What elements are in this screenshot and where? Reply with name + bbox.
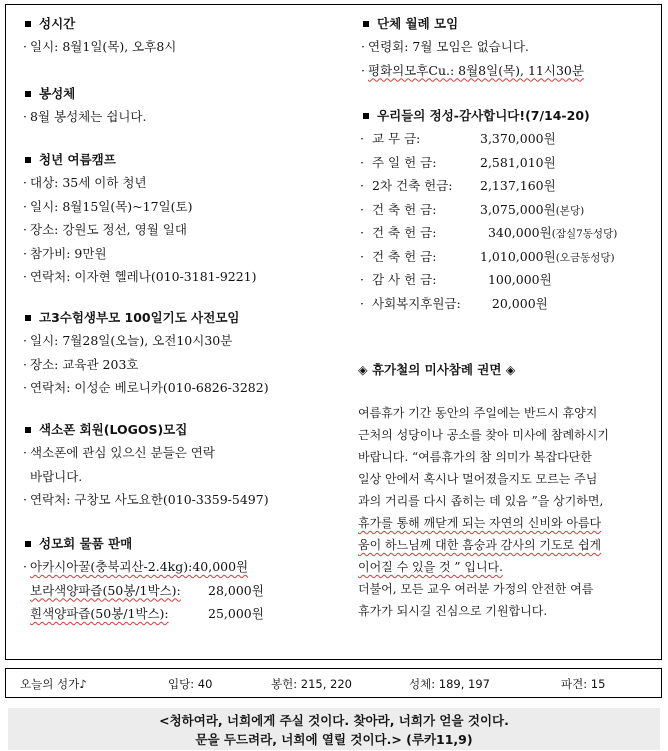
verse-line-2: 문을 두드려라, 너희에 열릴 것이다.> (루카11,9) (195, 732, 473, 747)
bulletin-main-box (5, 4, 662, 660)
logos-text-2: 바랍니다. (30, 468, 83, 484)
schedule-date: 일시: 8월1일(목), 오후8시 (30, 39, 177, 54)
section-vacation (358, 360, 515, 378)
section-adoration: 봉성체 · 8월 봉성체는 쉽니다. (23, 86, 147, 124)
square-bullet-icon (25, 157, 31, 163)
square-bullet-icon (25, 21, 31, 27)
section-title: 봉성체 (39, 86, 76, 101)
prayer-contact: 연락처: 이성순 베로니카(010-6826-3282) (30, 380, 269, 395)
sales-item-2-price: 28,000원 (208, 582, 264, 598)
donation-row: · 감 사 헌 금: 100,000원 (360, 272, 552, 287)
donation-row: · 건 축 헌 금: 3,075,000원(본당) (360, 201, 585, 217)
meeting-item-2: 평화의모후Cu.: 8월8일(목), 11시30분 (368, 62, 584, 78)
hymn-entrance: 입당: 40 (168, 677, 213, 691)
prayer-place: 장소: 교육관 203호 (30, 356, 139, 372)
hymn-label: 오늘의 성가♪ (20, 677, 87, 691)
square-bullet-icon (25, 315, 31, 321)
section-sales: 성모회 물품 판매 · 아카시아꿀(충북괴산-2.4kg):40,000원 보라색양파즙(50봉/1박스): 28,000원 흰색양파즙(50봉/1박스): 25,000원 (20, 533, 264, 626)
donation-row: · 주 일 헌 금: 2,581,010원 (360, 154, 556, 170)
section-title: 우리들의 정성-감사합니다!(7/14-20) (377, 108, 590, 123)
hymn-communion: 성체: 189, 197 (409, 677, 490, 691)
section-title: 성시간 (39, 16, 76, 31)
donation-row: · 건 축 헌 금: 1,010,000원(오금동성당) (360, 248, 615, 264)
square-bullet-icon (25, 541, 31, 547)
donation-row: · 사회복지후원금: 20,000원 (360, 295, 548, 311)
logos-text-1: 색소폰에 관심 있으신 분들은 연락 (30, 445, 215, 460)
section-title: 고3수험생부모 100일기도 사전모임 (39, 310, 240, 325)
section-title: 성모회 물품 판매 (39, 536, 133, 551)
adoration-text: 8월 봉성체는 쉽니다. (30, 109, 147, 124)
section-group-meetings: 단체 월례 모임 · 연령회: 7월 모임은 없습니다. · 평화의모후Cu.: 8월8일(목), 11시30분 (361, 16, 584, 78)
donation-row: · 교 무 금: 3,370,000원 (360, 131, 556, 146)
bible-verse-box (8, 708, 660, 750)
square-bullet-icon (363, 21, 369, 27)
camp-target: 대상: 35세 이하 청년 (30, 175, 147, 190)
section-title: 단체 월례 모임 (377, 16, 459, 31)
sales-item-3-price: 25,000원 (208, 606, 264, 621)
verse-line-1: <청하여라, 너희에게 주실 것이다. 찾아라, 너희가 얻을 것이다. (159, 713, 509, 728)
hymn-stats-bar (5, 668, 662, 698)
vacation-paragraph: 여름휴가 기간 동안의 주일에는 반드시 휴양지 근처의 성당이나 공소를 찾아 미사에 참례하시기 바랍니다. “여름휴가의 참 의미가 복잡다단한 일상 안에서 혹시나 멀어졌을지도 모르는 주님 과의 거리를 다시 좁히는 데 있음 ”을 상기하면, 휴가를 통해 깨닫게 되는 자연의 신비와 아름다 움이 하느님께 대한 흠숭과 감사의 기도로 쉽게 이어질 수 있을 것 ” 입니다. 더불어, 모든 교우 여러분 가정의 안전한 여름 휴가가 되시길 진심으로 기원합니다. (358, 406, 609, 618)
meeting-item-1: 연령회: 7월 모임은 없습니다. (368, 39, 529, 54)
section-logos: 색소폰 회원(LOGOS)모집 · 색소폰에 관심 있으신 분들은 연락 바랍니다. · 연락처: 구창모 사도요한(010-3359-5497) (23, 422, 269, 507)
section-title: 청년 여름캠프 (39, 152, 116, 167)
vacation-title: ◈ 휴가철의 미사참례 권면 ◈ (358, 362, 516, 377)
logos-contact: 연락처: 구창모 사도요한(010-3359-5497) (30, 492, 269, 507)
square-bullet-icon (25, 427, 31, 433)
section-schedule: 성시간 · 일시: 8월1일(목), 오후8시 (23, 16, 177, 54)
donation-row: · 2차 건축 헌금: 2,137,160원 (360, 178, 556, 193)
sales-item-1: 아카시아꿀(충북괴산-2.4kg):40,000원 (30, 559, 249, 574)
square-bullet-icon (25, 91, 31, 97)
sales-item-2-name: 보라색양파즙(50봉/1박스): (30, 582, 181, 598)
sales-item-3-name: 흰색양파즙(50봉/1박스): (30, 606, 169, 621)
section-youth-camp: 청년 여름캠프 · 대상: 35세 이하 청년 · 일시: 8월15일(목)~17일(토) · 장소: 강원도 정선, 영월 일대 · 참가비: 9만원 · 연락처: 이자현 헬레나(010-3181-9221) (23, 152, 257, 284)
section-title: 색소폰 회원(LOGOS)모집 (39, 422, 188, 437)
camp-fee: 참가비: 9만원 (30, 245, 107, 261)
donation-row: · 건 축 헌 금: 340,000원(잠실7동성당) (360, 225, 618, 240)
hymn-offertory: 봉헌: 215, 220 (271, 677, 352, 691)
camp-date: 일시: 8월15일(목)~17일(토) (30, 198, 193, 214)
prayer-date: 일시: 7월28일(오늘), 오전10시30분 (30, 333, 233, 348)
section-donations (358, 105, 618, 315)
camp-contact: 연락처: 이자현 헬레나(010-3181-9221) (30, 269, 257, 284)
section-prayer-meeting: 고3수험생부모 100일기도 사전모임 · 일시: 7월28일(오늘), 오전10시30분 · 장소: 교육관 203호 · 연락처: 이성순 베로니카(010-6826-3282) (23, 310, 269, 395)
hymn-dismissal: 파견: 15 (561, 677, 606, 691)
square-bullet-icon (363, 113, 369, 119)
camp-place: 장소: 강원도 정선, 영월 일대 (30, 222, 187, 237)
